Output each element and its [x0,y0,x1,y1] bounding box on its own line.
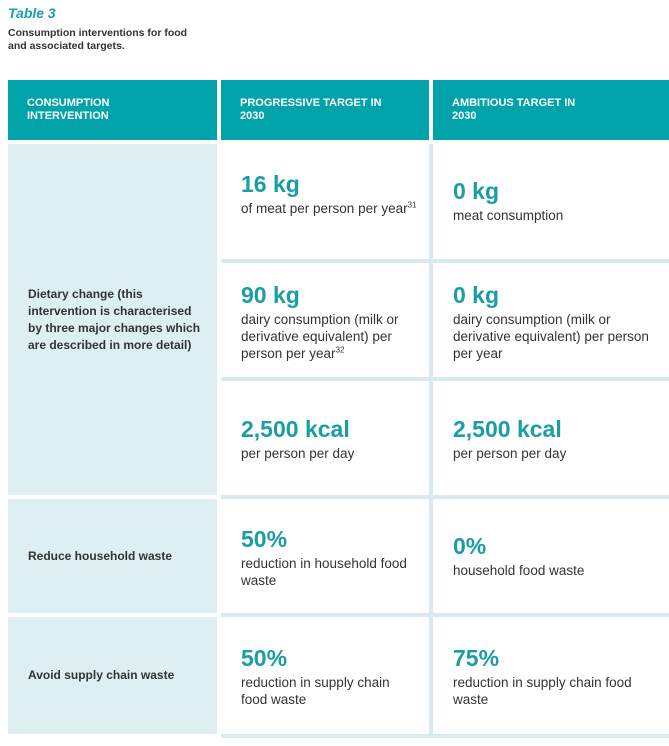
target-description: of meat per person per year$^{31}$ [241,200,417,216]
target-value: 2,500 kcal [453,416,562,442]
progressive-calories-cell [221,416,429,462]
target-value: 50% [241,645,288,671]
target-value: 75% [453,645,500,671]
progressive-supply-chain-cell [221,645,429,708]
progressive-household-waste-cell [221,526,429,589]
target-description: dairy consumption (milk or derivative equivalent) per person per year [453,312,649,361]
target-value: 2,500 kcal [241,416,350,442]
progressive-meat-cell [221,171,429,217]
progressive-dairy-cell [221,282,429,362]
target-description: household food waste [453,563,585,578]
target-description: per person per day [241,446,355,461]
ambitious-meat-cell [433,178,669,224]
row-divider [221,259,669,263]
header-progressive-target: PROGRESSIVE TARGET IN 2030 [221,80,429,140]
target-value: 0% [453,533,487,559]
header-consumption-intervention: CONSUMPTION INTERVENTION [8,80,217,140]
target-value: 0 kg [453,282,500,308]
table-caption: Consumption interventions for food and associated targets. [8,27,188,52]
target-value: 50% [241,526,288,552]
target-value: 16 kg [241,171,300,197]
ambitious-household-waste-cell [433,533,669,579]
table-number: Table 3 [8,5,56,21]
target-description: dairy consumption (milk or derivative equivalent) per person per year$^{32}$ [241,312,399,361]
row-label-household-waste: Reduce household waste [8,499,217,613]
row-divider [221,495,669,499]
target-description: reduction in household food waste [241,556,407,588]
target-description: reduction in supply chain food waste [241,675,390,707]
row-label-supply-chain-waste: Avoid supply chain waste [8,617,217,734]
target-value: 0 kg [453,178,500,204]
table-bottom-border [221,734,669,738]
header-ambitious-target: AMBITIOUS TARGET IN 2030 [433,80,669,140]
row-divider [221,377,669,381]
row-label-dietary-change: Dietary change (this intervention is characterised by three major changes which are described in more detail) [8,144,217,495]
ambitious-supply-chain-cell [433,645,669,708]
target-description: meat consumption [453,208,564,223]
ambitious-calories-cell [433,416,669,462]
target-value: 90 kg [241,282,300,308]
ambitious-dairy-cell [433,282,669,362]
target-description: reduction in supply chain food waste [453,675,632,707]
target-description: per person per day [453,446,567,461]
row-divider [221,613,669,617]
